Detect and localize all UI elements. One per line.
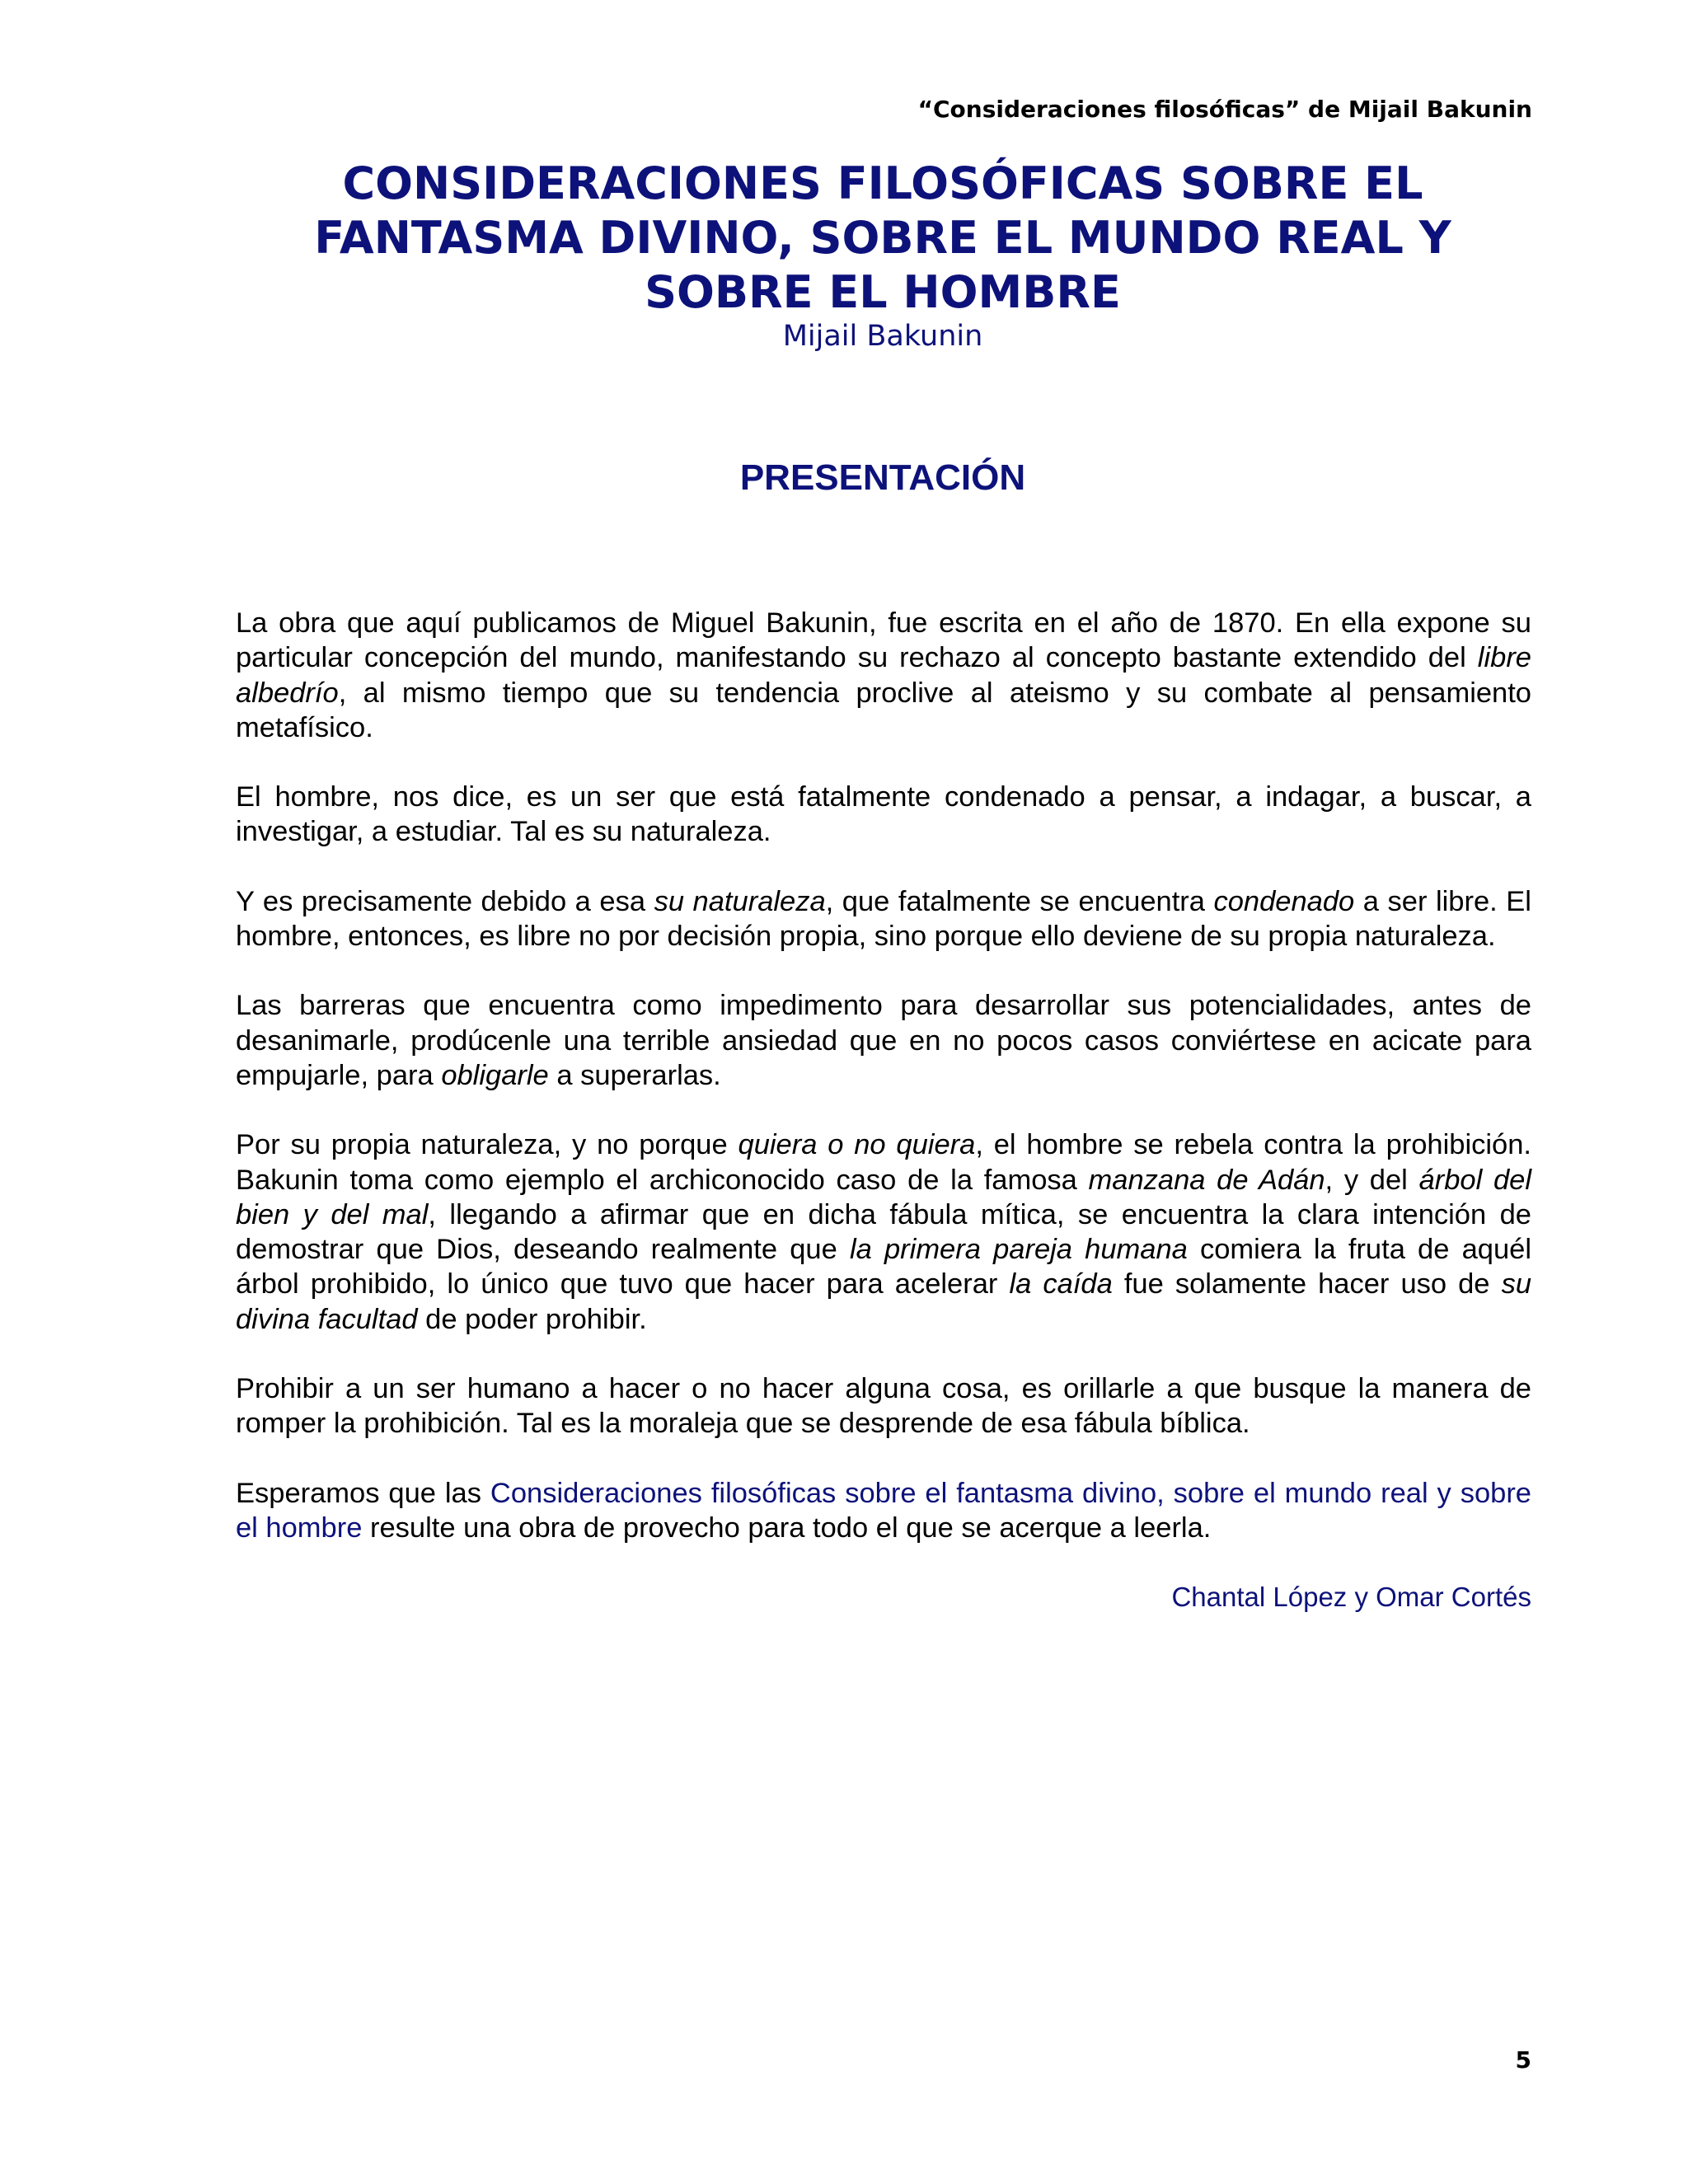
paragraph-1 (236, 606, 1531, 745)
paragraph-7 (236, 1476, 1531, 1546)
document-title-line-3: SOBRE EL HOMBRE (645, 266, 1121, 318)
document-title-line-2: FANTASMA DIVINO, SOBRE EL MUNDO REAL Y (314, 212, 1451, 264)
paragraph-7-text-c: resulte una obra de provecho para todo el que se acerque a leerla. (362, 1511, 1212, 1544)
paragraph-3-text-a: Y es precisamente debido a esa (236, 885, 654, 917)
paragraph-2-text: El hombre, nos dice, es un ser que está fatalmente condenado a pensar, a indagar, a buscar, a investigar, a estudiar. Tal es su naturaleza. (236, 781, 1531, 848)
work-title-link[interactable]: Consideraciones filosóficas sobre el fantasma divino, sobre el mundo real y sobre el hombre (236, 1477, 1531, 1544)
paragraph-5-text-i: comiera la fruta de aquél árbol prohibido, lo único que tuvo que hacer para acelerar (236, 1234, 1532, 1301)
author-name: Mijail Bakunin (782, 320, 983, 353)
paragraph-4-text-a: Las barreras que encuentra como impedimento para desarrollar sus potencialidades, antes de desanimarle, prodúcenle una terrible ansiedad que en no pocos casos conviértese en acicate para empujarle, para (236, 990, 1531, 1091)
paragraph-5-emphasis-6: su divina facultad (236, 1268, 1531, 1335)
paragraph-6-text: Prohibir a un ser humano a hacer o no hacer alguna cosa, es orillarle a que busque la manera de romper la prohibición. Tal es la moraleja que se desprende de esa fábula bíblica. (236, 1373, 1531, 1440)
paragraph-3 (236, 884, 1531, 954)
paragraph-1-text-a: La obra que aquí publicamos de Miguel Bakunin, fue escrita en el año de 1870. En ella expone su particular concepción del mundo, manifestando su rechazo al concepto bastante extendido del (236, 607, 1531, 674)
paragraph-1-text-c: , al mismo tiempo que su tendencia proclive al ateismo y su combate al pensamiento metafísico. (236, 677, 1531, 743)
paragraph-3-emphasis-1: su naturaleza (654, 885, 826, 917)
paragraph-5-emphasis-2: manzana de Adán (1088, 1164, 1325, 1196)
document-title-block (236, 157, 1530, 355)
paragraph-5-emphasis-3: árbol del bien y del mal (236, 1164, 1531, 1230)
paragraph-4-text-c: a superarlas. (548, 1059, 721, 1091)
paragraph-5-emphasis-5: la caída (1009, 1268, 1113, 1301)
page-number: 5 (1515, 2046, 1531, 2074)
paragraph-6 (236, 1371, 1531, 1441)
paragraph-3-emphasis-2: condenado (1213, 885, 1355, 917)
paragraph-4 (236, 988, 1531, 1093)
paragraph-5-text-c: , el hombre se rebela contra la prohibición. Bakunin toma como ejemplo el archiconocido caso de la famosa (236, 1129, 1532, 1196)
paragraph-5-emphasis-4: la primera pareja humana (849, 1234, 1188, 1266)
paragraph-7-text-a: Esperamos que las (236, 1477, 490, 1509)
body-text (236, 606, 1531, 1615)
paragraph-5 (236, 1127, 1531, 1337)
paragraph-5-text-k: fue solamente hacer uso de (1112, 1268, 1502, 1301)
signature: Chantal López y Omar Cortés (1171, 1582, 1531, 1613)
paragraph-5-text-a: Por su propia naturaleza, y no porque (236, 1129, 738, 1161)
paragraph-5-text-e: , y del (1325, 1164, 1419, 1196)
running-header: “Consideraciones filosóficas” de Mijail Bakunin (917, 96, 1532, 123)
document-title-line-1: CONSIDERACIONES FILOSÓFICAS SOBRE EL (342, 157, 1423, 209)
paragraph-5-emphasis-1: quiera o no quiera (738, 1129, 976, 1161)
paragraph-5-text-m: de poder prohibir. (417, 1303, 647, 1335)
paragraph-3-text-e: a ser libre. El hombre, entonces, es libre no por decisión propia, sino porque ello deviene de su propia naturaleza. (236, 885, 1531, 953)
paragraph-1-emphasis: libre albedrío (236, 642, 1531, 709)
paragraph-3-text-c: , que fatalmente se encuentra (825, 885, 1214, 917)
paragraph-4-emphasis: obligarle (441, 1059, 549, 1091)
section-heading: PRESENTACIÓN (739, 457, 1026, 498)
paragraph-2 (236, 780, 1531, 850)
paragraph-5-text-g: , llegando a afirmar que en dicha fábula mítica, se encuentra la clara intención de demostrar que Dios, deseando realmente que (236, 1198, 1531, 1266)
